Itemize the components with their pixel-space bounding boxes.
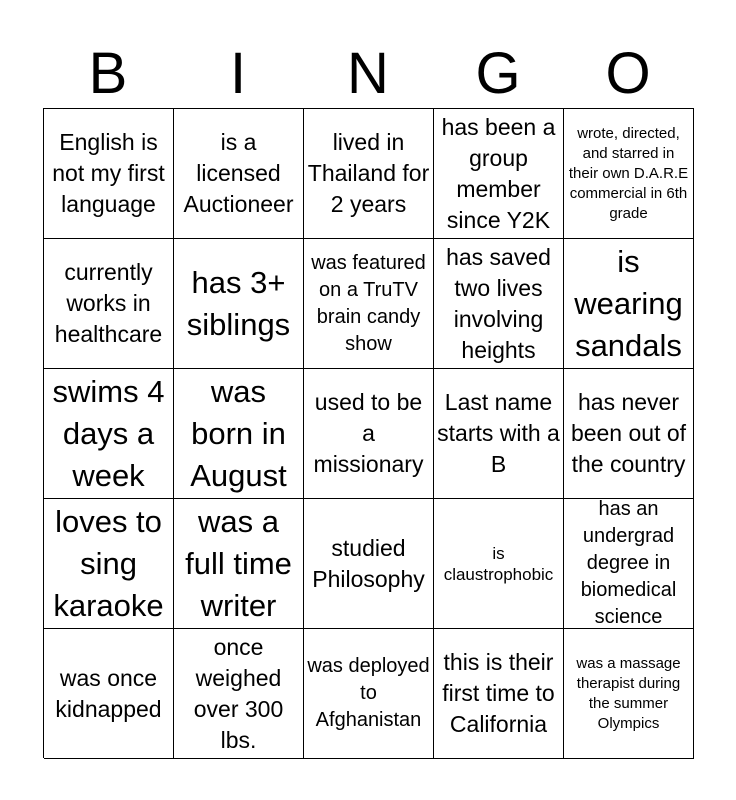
cell-text: has an undergrad degree in biomedical science	[580, 499, 677, 628]
cell-text: was born in August	[190, 373, 287, 493]
cell-text: English is not my first language	[52, 129, 165, 217]
header-letter-o: O	[605, 41, 651, 106]
bingo-cell[interactable]	[174, 499, 304, 629]
cell-text: has 3+ siblings	[186, 264, 291, 342]
bingo-cell[interactable]	[564, 239, 694, 369]
cell-text: has been a group member since Y2K	[441, 113, 556, 233]
bingo-cell[interactable]	[44, 499, 174, 629]
bingo-header	[43, 40, 693, 108]
cell-text: lived in Thailand for 2 years	[307, 129, 430, 217]
header-letter-i: I	[229, 41, 247, 106]
bingo-cell[interactable]	[174, 109, 304, 239]
bingo-grid	[43, 108, 694, 758]
bingo-cell[interactable]	[564, 629, 694, 759]
bingo-cell[interactable]	[564, 109, 694, 239]
bingo-cell[interactable]	[304, 239, 434, 369]
cell-text: was featured on a TruTV brain candy show	[311, 251, 426, 355]
bingo-cell[interactable]	[304, 109, 434, 239]
cell-text: Last name starts with a B	[437, 389, 560, 477]
bingo-cell[interactable]	[304, 369, 434, 499]
bingo-cell[interactable]	[44, 109, 174, 239]
bingo-cell[interactable]	[434, 369, 564, 499]
bingo-cell[interactable]	[174, 239, 304, 369]
bingo-cell[interactable]	[434, 239, 564, 369]
bingo-cell[interactable]	[434, 499, 564, 629]
bingo-cell[interactable]	[44, 629, 174, 759]
bingo-cell[interactable]	[564, 499, 694, 629]
cell-text: has never been out of the country	[570, 389, 687, 477]
cell-text: is claustrophobic	[443, 543, 554, 584]
cell-text: was a massage therapist during the summer Olympics	[576, 654, 681, 732]
header-letter-n: N	[347, 41, 389, 106]
cell-text: loves to sing karaoke	[53, 503, 164, 623]
cell-text: once weighed over 300 lbs.	[193, 633, 284, 753]
header-letter-b: B	[88, 41, 128, 106]
bingo-cell[interactable]	[174, 369, 304, 499]
cell-text: swims 4 days a week	[52, 373, 165, 493]
bingo-cell[interactable]	[44, 239, 174, 369]
cell-text: wrote, directed, and starred in their own D.A.R.E commercial in 6th grade	[568, 124, 689, 222]
bingo-cell[interactable]	[434, 629, 564, 759]
cell-text: studied Philosophy	[312, 534, 425, 592]
cell-text: was deployed to Afghanistan	[307, 655, 430, 731]
cell-text: this is their first time to California	[442, 649, 555, 737]
bingo-cell[interactable]	[174, 629, 304, 759]
cell-text: was a full time writer	[185, 503, 292, 623]
cell-text: has saved two lives involving heights	[446, 243, 551, 363]
cell-text: is a licensed Auctioneer	[183, 129, 294, 217]
cell-text: currently works in healthcare	[54, 259, 163, 347]
bingo-cell[interactable]	[434, 109, 564, 239]
bingo-cell[interactable]	[44, 369, 174, 499]
cell-text: was once kidnapped	[55, 664, 162, 722]
cell-text: is wearing sandals	[574, 243, 683, 363]
cell-text: used to be a missionary	[313, 389, 424, 477]
bingo-cell[interactable]	[304, 499, 434, 629]
bingo-cell[interactable]	[564, 369, 694, 499]
bingo-cell[interactable]	[304, 629, 434, 759]
header-letter-g: G	[475, 41, 521, 106]
